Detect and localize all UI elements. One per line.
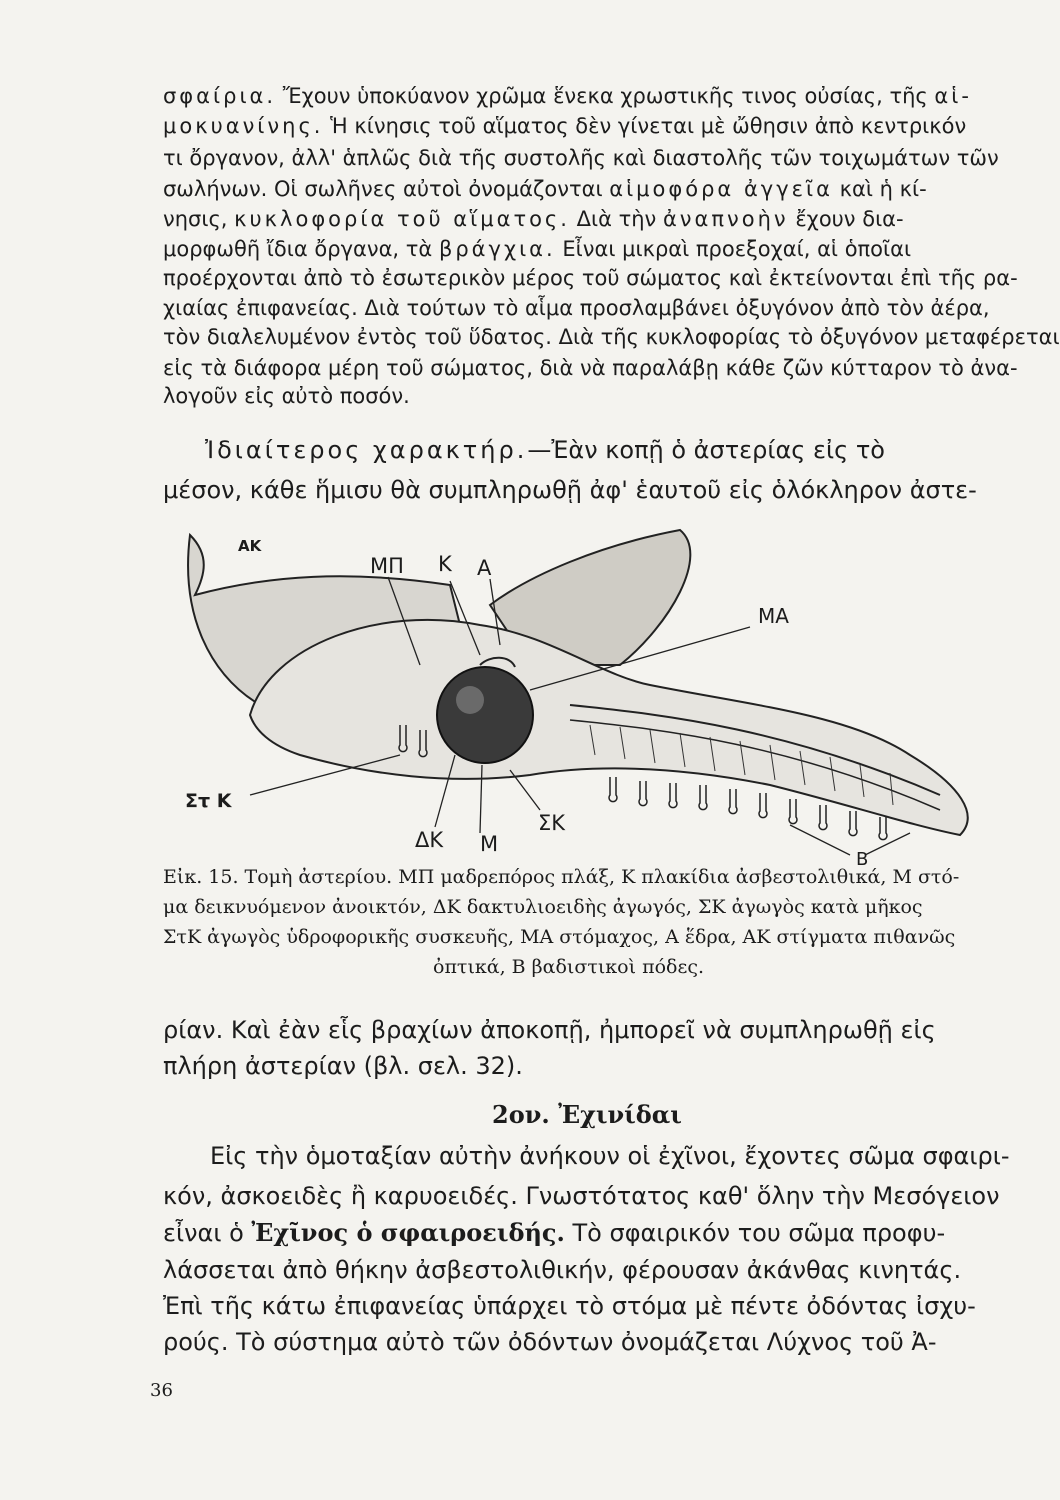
section-heading: 2ον. Ἐχινίδαι bbox=[492, 1100, 682, 1129]
text-line: προέρχονται ἀπὸ τὸ ἐσωτερικὸν μέρος τοῦ σώματος καὶ ἐκτείνονται ἐπὶ τῆς ρα- bbox=[163, 266, 1018, 290]
text-line: ρίαν. Καὶ ἐὰν εἷς βραχίων ἀποκοπῇ, ἠμπορεῖ νὰ συμπληρωθῇ εἰς bbox=[163, 1016, 936, 1044]
text-line: νησις, κυκλοφορία τοῦ αἵματος. Διὰ τὴν ἀναπνοὴν ἔχουν δια- bbox=[163, 207, 904, 231]
label-b: Β bbox=[856, 849, 869, 870]
caption-line: Εἰκ. 15. Τομὴ ἀστερίου. ΜΠ μαδρεπόρος πλάξ, Κ πλακίδια ἀσβεστολιθικά, Μ στό- bbox=[163, 866, 960, 888]
text-line: σωλήνων. Οἱ σωλῆνες αὐτοὶ ὀνομάζονται αἱμοφόρα ἀγγεῖα καὶ ἡ κί- bbox=[163, 177, 927, 201]
text-line: μοκυανίνης. Ἡ κίνησις τοῦ αἵματος δὲν γίνεται μὲ ὤθησιν ἀπὸ κεντρικόν bbox=[163, 114, 967, 138]
caption-line: ΣτΚ ἀγωγὸς ὑδροφορικῆς συσκευῆς, ΜΑ στόμαχος, Α ἕδρα, ΑΚ στίγματα πιθανῶς bbox=[163, 926, 956, 948]
text-line: ρούς. Τὸ σύστημα αὐτὸ τῶν ὀδόντων ὀνομάζεται Λύχνος τοῦ Ἀ- bbox=[163, 1328, 937, 1356]
text-line: τι ὄργανον, ἀλλ' ἁπλῶς διὰ τῆς συστολῆς καὶ διαστολῆς τῶν τοιχωμάτων τῶν bbox=[163, 146, 999, 170]
text-line: εἰς τὰ διάφορα μέρη τοῦ σώματος, διὰ νὰ παραλάβῃ κάθε ζῶν κύτταρον τὸ ἀνα- bbox=[163, 356, 1018, 380]
label-mp: ΜΠ bbox=[370, 554, 404, 578]
text-line: μέσον, κάθε ἥμισυ θὰ συμπληρωθῇ ἀφ' ἑαυτοῦ εἰς ὁλόκληρον ἀστε- bbox=[163, 476, 977, 504]
label-dk: ΔΚ bbox=[415, 828, 444, 852]
text-line: τὸν διαλελυμένον ἐντὸς τοῦ ὕδατος. Διὰ τῆς κυκλοφορίας τὸ ὀξυγόνον μεταφέρεται bbox=[163, 325, 1060, 349]
text-line: λάσσεται ἀπὸ θήκην ἀσβεστολιθικήν, φέρουσαν ἀκάνθας κινητάς. bbox=[163, 1256, 962, 1284]
stomach bbox=[437, 667, 533, 763]
label-a: Α bbox=[477, 556, 492, 580]
label-stk: Στ Κ bbox=[185, 790, 232, 812]
text-line: λογοῦν εἰς αὐτὸ ποσόν. bbox=[163, 384, 410, 408]
page-number: 36 bbox=[150, 1380, 173, 1401]
starfish-section-figure bbox=[150, 515, 1030, 870]
label-m: Μ bbox=[480, 832, 499, 856]
text-line: Εἰς τὴν ὁμοταξίαν αὐτὴν ἀνήκουν οἱ ἐχῖνοι, ἔχοντες σῶμα σφαιρι- bbox=[210, 1142, 1010, 1170]
text-line: χιαίας ἐπιφανείας. Διὰ τούτων τὸ αἷμα προσλαμβάνει ὀξυγόνον ἀπὸ τὸν ἀέρα, bbox=[163, 296, 990, 320]
label-ak: ΑΚ bbox=[238, 537, 262, 555]
bold-term: Ἐχῖνος ὁ σφαιροειδής. bbox=[251, 1218, 565, 1247]
label-sk: ΣΚ bbox=[538, 811, 566, 835]
text-line: κόν, ἀσκοειδὲς ἢ καρυοειδές. Γνωστότατος καθ' ὅλην τὴν Μεσόγειον bbox=[163, 1182, 1000, 1210]
label-ma: ΜΑ bbox=[758, 604, 789, 628]
stomach-highlight bbox=[456, 686, 484, 714]
label-k: Κ bbox=[438, 552, 452, 576]
text-line: Ἰδιαίτερος χαρακτήρ.—Ἐὰν κοπῇ ὁ ἀστερίας εἰς τὸ bbox=[205, 436, 885, 464]
caption-line: ὀπτικά, Β βαδιστικοὶ πόδες. bbox=[433, 956, 705, 978]
text-line: Ἐπὶ τῆς κάτω ἐπιφανείας ὑπάρχει τὸ στόμα μὲ πέντε ὀδόντας ἰσχυ- bbox=[163, 1292, 976, 1320]
text-line: μορφωθῆ ἴδια ὄργανα, τὰ βράγχια. Εἶναι μικραὶ προεξοχαί, αἱ ὁποῖαι bbox=[163, 237, 912, 261]
text-line: σφαίρια. Ἔχουν ὑποκύανον χρῶμα ἕνεκα χρωστικῆς τινος οὐσίας, τῆς αἱ- bbox=[163, 84, 972, 108]
text-line: εἶναι ὁ Ἐχῖνος ὁ σφαιροειδής. Τὸ σφαιρικόν του σῶμα προφυ- bbox=[163, 1218, 946, 1247]
text-line: πλήρη ἀστερίαν (βλ. σελ. 32). bbox=[163, 1052, 523, 1080]
caption-line: μα δεικνυόμενον ἀνοικτόν, ΔΚ δακτυλιοειδὴς ἀγωγός, ΣΚ ἀγωγὸς κατὰ μῆκος bbox=[163, 896, 923, 918]
